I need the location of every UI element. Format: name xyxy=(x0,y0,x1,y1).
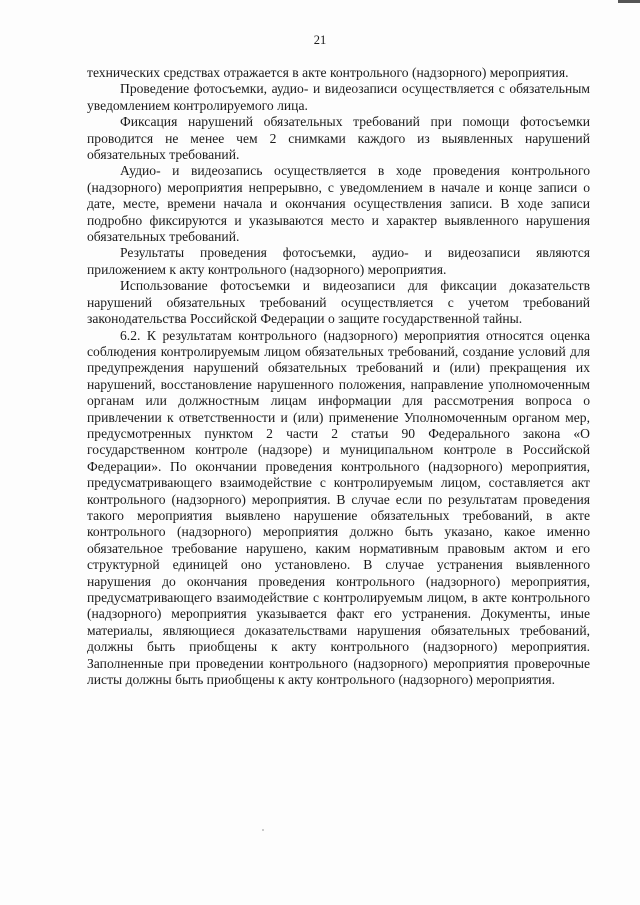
scan-edge-mark xyxy=(618,0,640,3)
paragraph-6: Использование фотосъемки и видеозаписи для фиксации доказательств нарушений обязательных требований осуществляется с учетом требований законодательства Российской Федерации о защите государственной тайны. xyxy=(87,278,590,327)
paragraph-1: технических средствах отражается в акте контрольного (надзорного) мероприятия. xyxy=(87,65,569,80)
paragraph-2: Проведение фотосъемки, аудио- и видеозаписи осуществляется с обязательным уведомлением контролируемого лица. xyxy=(87,81,590,113)
paragraph-7: 6.2. К результатам контрольного (надзорного) мероприятия относятся оценка соблюдения контролируемым лицом обязательных требований, создание условий для предупреждения нарушений обязательных требований и (или) прекращения их нарушений, восстановление нарушенного положения, направление уполномоченным органам или должностным лицам информации для рассмотрения вопроса о привлечении к ответственности и (или) применение Уполномоченным органом мер, предусмотренных пунктом 2 части 2 статьи 90 Федерального закона «О государственном контроле (надзоре) и муниципальном контроле в Российской Федерации». По окончании проведения контрольного (надзорного) мероприятия, предусматривающего взаимодействие с контролируемым лицом, составляется акт контрольного (надзорного) мероприятия. В случае если по результатам проведения такого мероприятия выявлено нарушение обязательных требований, в акте контрольного (надзорного) мероприятия должно быть указано, какое именно обязательное требование нарушено, каким нормативным правовым актом и его структурной единицей оно установлено. В случае устранения выявленного нарушения до окончания проведения контрольного (надзорного) мероприятия, предусматривающего взаимодействие с контролируемым лицом, в акте контрольного (надзорного) мероприятия указывается факт его устранения. Документы, иные материалы, являющиеся доказательствами нарушения обязательных требований, должны быть приобщены к акту контрольного (надзорного) мероприятия. Заполненные при проведении контрольного (надзорного) мероприятия проверочные листы должны быть приобщены к акту контрольного (надзорного) мероприятия. xyxy=(87,327,590,688)
paragraph-4: Аудио- и видеозапись осуществляется в ходе проведения контрольного (надзорного) мероприятия непрерывно, с уведомлением в начале и конце записи о дате, месте, времени начала и окончания осуществления записи. В ходе записи подробно фиксируются и указываются место и характер выявленного нарушения обязательных требований. xyxy=(87,163,590,245)
paragraph-3: Фиксация нарушений обязательных требований при помощи фотосъемки проводится не менее чем 2 снимками каждого из выявленных нарушений обязательных требований. xyxy=(87,114,590,163)
scan-speck xyxy=(262,829,264,831)
paragraph-5: Результаты проведения фотосъемки, аудио- и видеозаписи являются приложением к акту контрольного (надзорного) мероприятия. xyxy=(87,245,590,277)
page-number: 21 xyxy=(313,33,327,47)
document-body xyxy=(87,65,590,688)
